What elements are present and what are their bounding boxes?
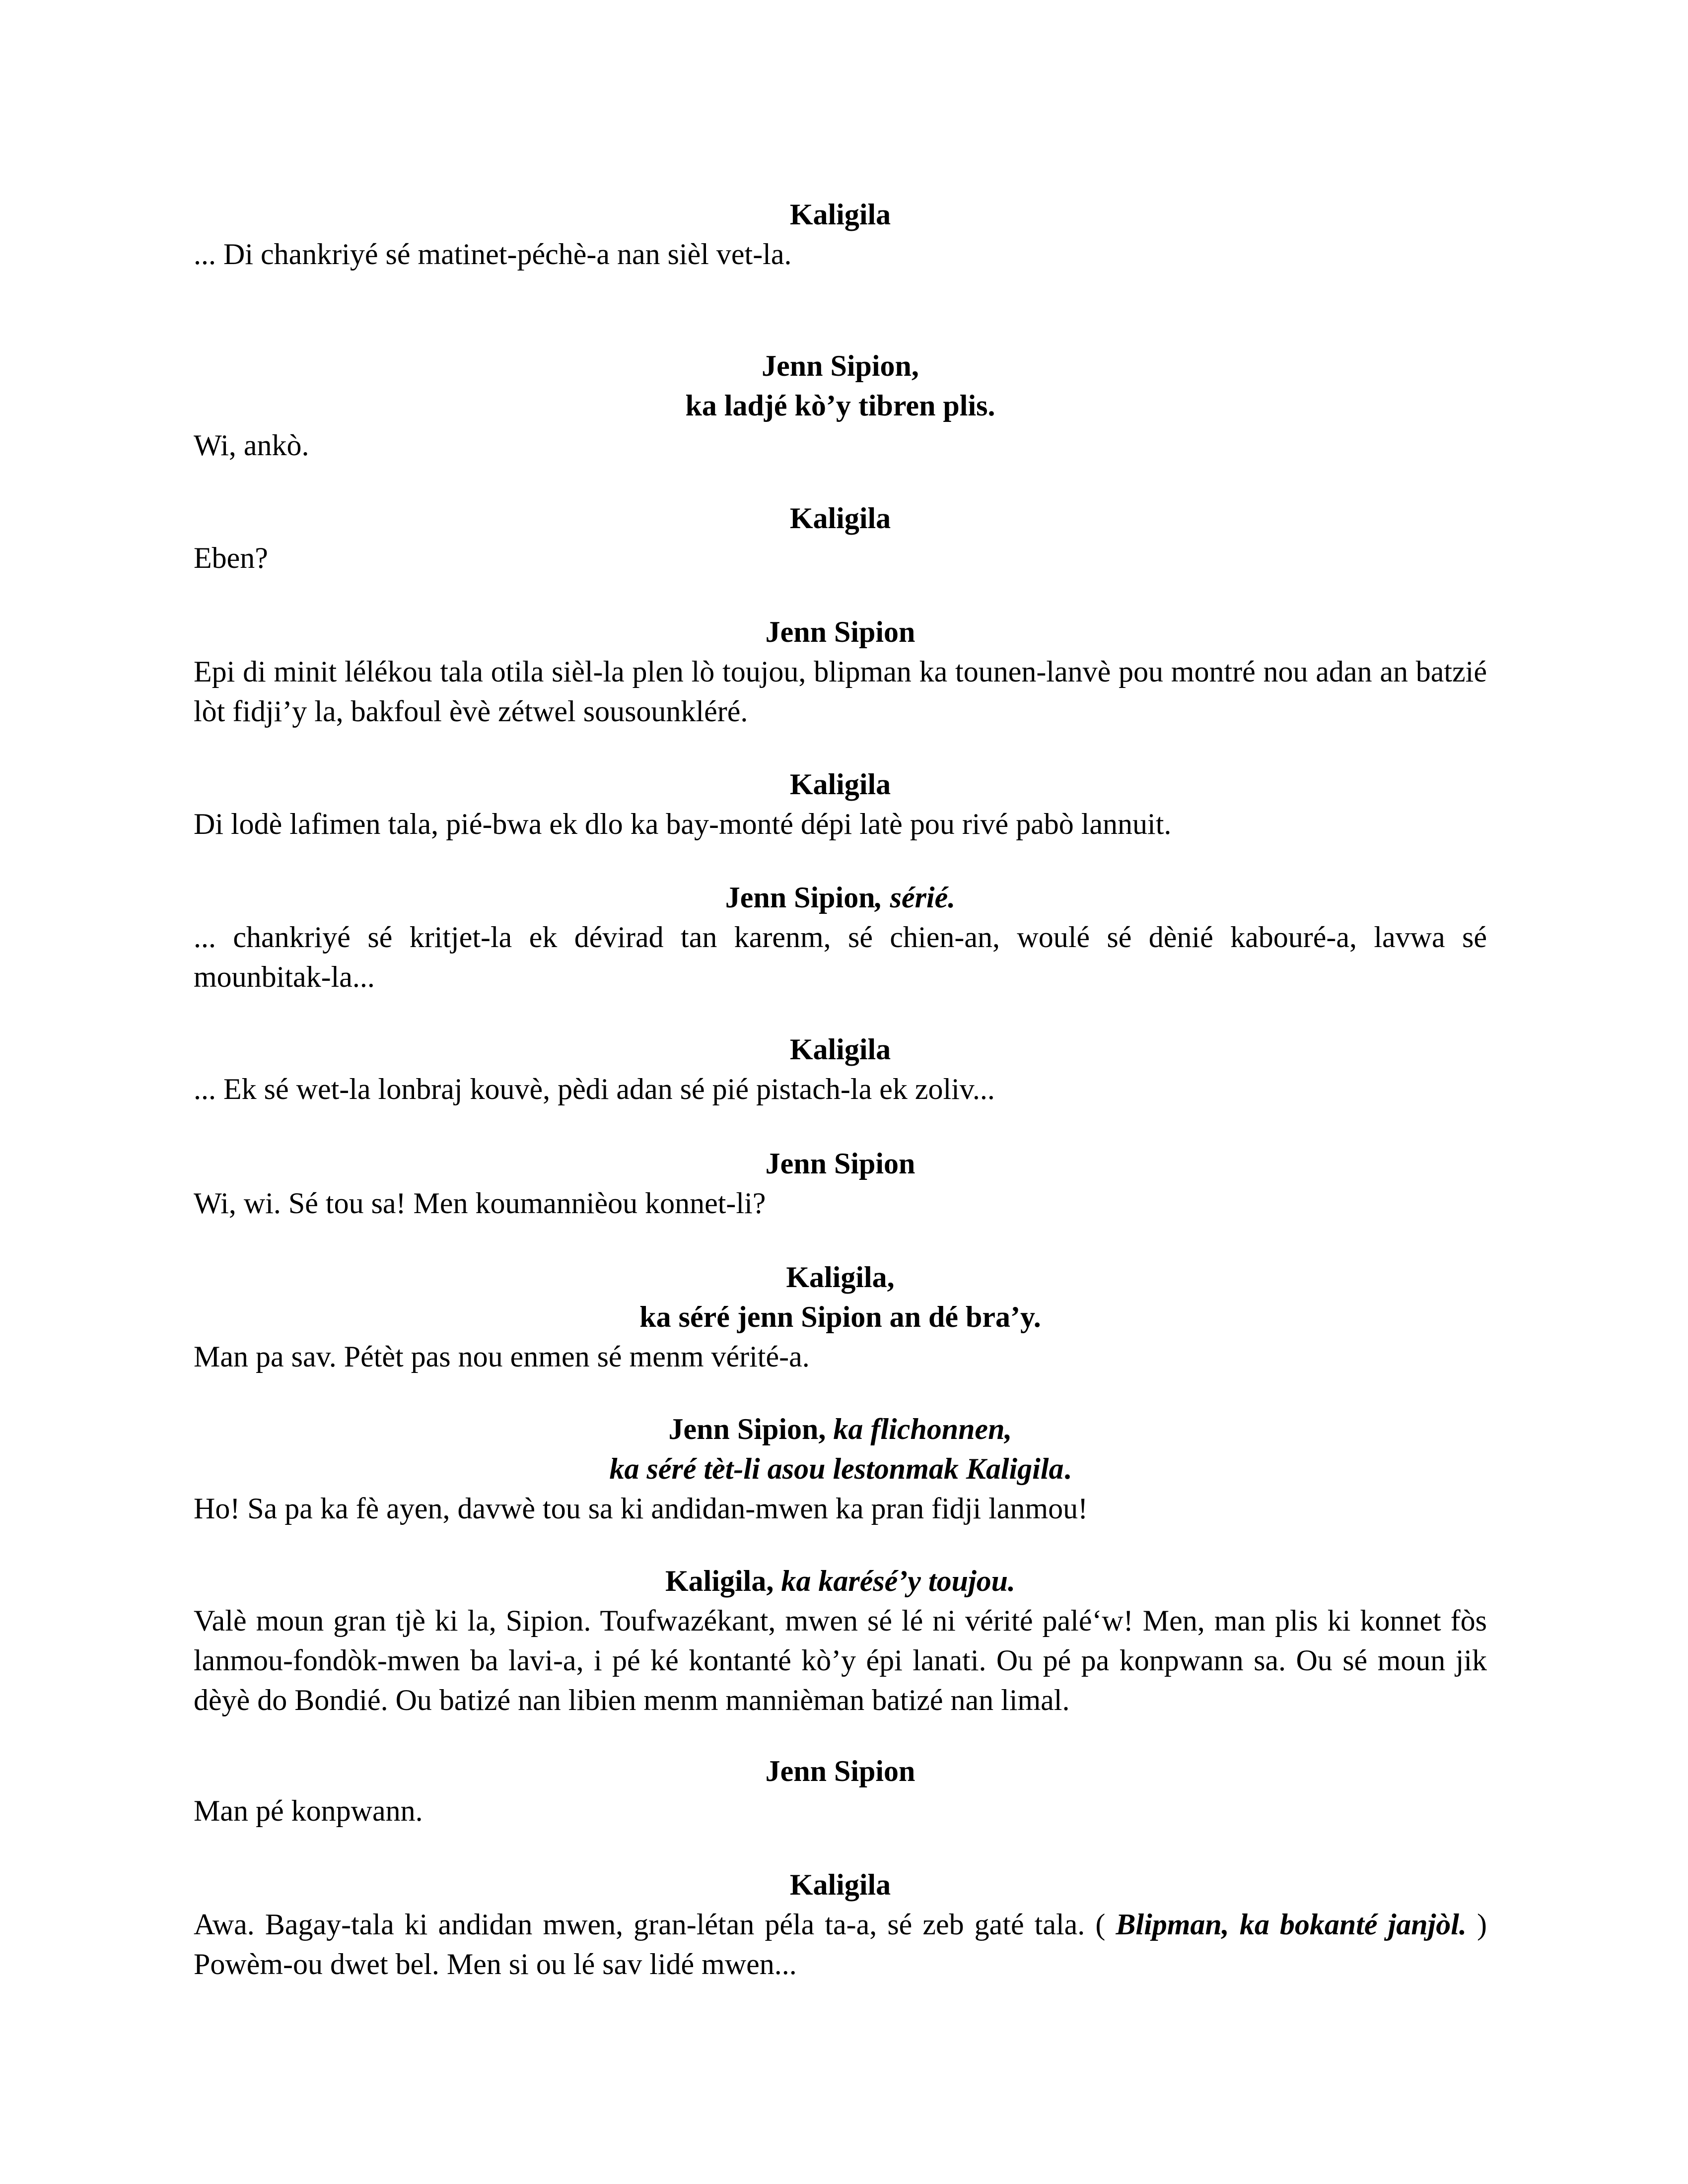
speaker-heading [194, 878, 1487, 917]
dialogue-text: ) Powèm-ou dwet bel. Men si ou lé sav lidé mwen... [194, 1908, 1487, 1980]
dialogue-block [194, 1409, 1487, 1528]
dialogue-block [194, 1029, 1487, 1109]
speaker-name: Kaligila [789, 768, 891, 801]
dialogue-line: ... Di chankriyé sé matinet-péchè-a nan sièl vet-la. [194, 238, 792, 271]
stage-direction-line [194, 1449, 1487, 1489]
dialogue-line: Wi, wi. Sé tou sa! Men koumannièou konnet-li? [194, 1187, 766, 1220]
dialogue-line: Eben? [194, 542, 268, 574]
dialogue-line: Man pa sav. Pétèt pas nou enmen sé menm vérité-a. [194, 1340, 810, 1373]
stage-direction: ka ladjé kò’y tibren plis. [685, 389, 995, 422]
dialogue-line: Epi di minit lélékou tala otila sièl-la plen lò toujou, blipman ka tounen-lanvè pou montré nou adan an batzié lòt fidji’y la, bakfoul èvè zétwel sousounkléré. [194, 655, 1487, 728]
dialogue-line: ... chankriyé sé kritjet-la ek dévirad tan karenm, sé chien-an, woulé sé dènié kabouré-a, lavwa sé mounbitak-la... [194, 921, 1487, 993]
dialogue-block [194, 1561, 1487, 1720]
speaker-name: Kaligila [789, 502, 891, 535]
speaker-name: Kaligila [789, 198, 891, 231]
dialogue-block [194, 195, 1487, 274]
stage-direction: Blipman, ka bokanté janjòl. [1116, 1908, 1467, 1941]
stage-direction: ka séré jenn Sipion an dé bra’y. [639, 1300, 1041, 1333]
dialogue-block [194, 346, 1487, 465]
dialogue-line: Valè moun gran tjè ki la, Sipion. Toufwazékant, mwen sé lé ni vérité palé‘w! Men, man plis ki konnet fòs lanmou-fondòk-mwen ba lavi-a, i pé ké kontanté kò’y épi lanati. Ou pé pa konpwann sa. Ou sé moun jik dèyè do Bondié. Ou batizé nan libien menm mannièman batizé nan limal. [194, 1604, 1487, 1716]
speaker-name: Jenn Sipion [765, 615, 915, 648]
speaker-name: Jenn Sipion [765, 1147, 915, 1180]
speaker-name: Jenn Sipion, [762, 349, 919, 382]
speaker-heading [194, 1561, 1487, 1601]
dialogue-line: Wi, ankò. [194, 429, 309, 462]
dialogue-block [194, 498, 1487, 578]
dialogue-block [194, 612, 1487, 731]
stage-direction: ka flichonnen, [833, 1413, 1012, 1445]
speaker-name: Jenn Sipion [765, 1755, 915, 1787]
dialogue-block [194, 1751, 1487, 1831]
dialogue-block [194, 1257, 1487, 1376]
dialogue-block [194, 878, 1487, 997]
dialogue-line [194, 1905, 1487, 1984]
speaker-name: Kaligila [789, 1033, 891, 1066]
dialogue-line: Di lodè lafimen tala, pié-bwa ek dlo ka bay-monté dépi latè pou rivé pabò lannuit. [194, 808, 1172, 840]
speaker-name: Kaligila, [786, 1261, 895, 1294]
dialogue-block [194, 1144, 1487, 1223]
dialogue-block [194, 1865, 1487, 1984]
speaker-comma: , [875, 881, 883, 914]
speaker-name: Kaligila, [665, 1565, 774, 1597]
speaker-name: Kaligila [789, 1868, 891, 1901]
stage-direction: ka séré tèt-li asou lestonmak Kaligila [609, 1452, 1064, 1485]
direction-period: . [1063, 1452, 1071, 1485]
dialogue-line: Ho! Sa pa ka fè ayen, davwè tou sa ki andidan-mwen ka pran fidji lanmou! [194, 1492, 1088, 1525]
dialogue-line: ... Ek sé wet-la lonbraj kouvè, pèdi adan sé pié pistach-la ek zoliv... [194, 1073, 995, 1105]
dialogue-line: Man pé konpwann. [194, 1794, 423, 1827]
speaker-name: Jenn Sipion [725, 881, 875, 914]
dialogue-block [194, 764, 1487, 844]
stage-direction: sérié. [890, 881, 956, 914]
stage-direction: ka karésé’y toujou. [781, 1565, 1015, 1597]
speaker-name: Jenn Sipion, [668, 1413, 826, 1445]
speaker-heading [194, 1409, 1487, 1449]
dialogue-text: Awa. Bagay-tala ki andidan mwen, gran-létan péla ta-a, sé zeb gaté tala. ( [194, 1908, 1106, 1941]
